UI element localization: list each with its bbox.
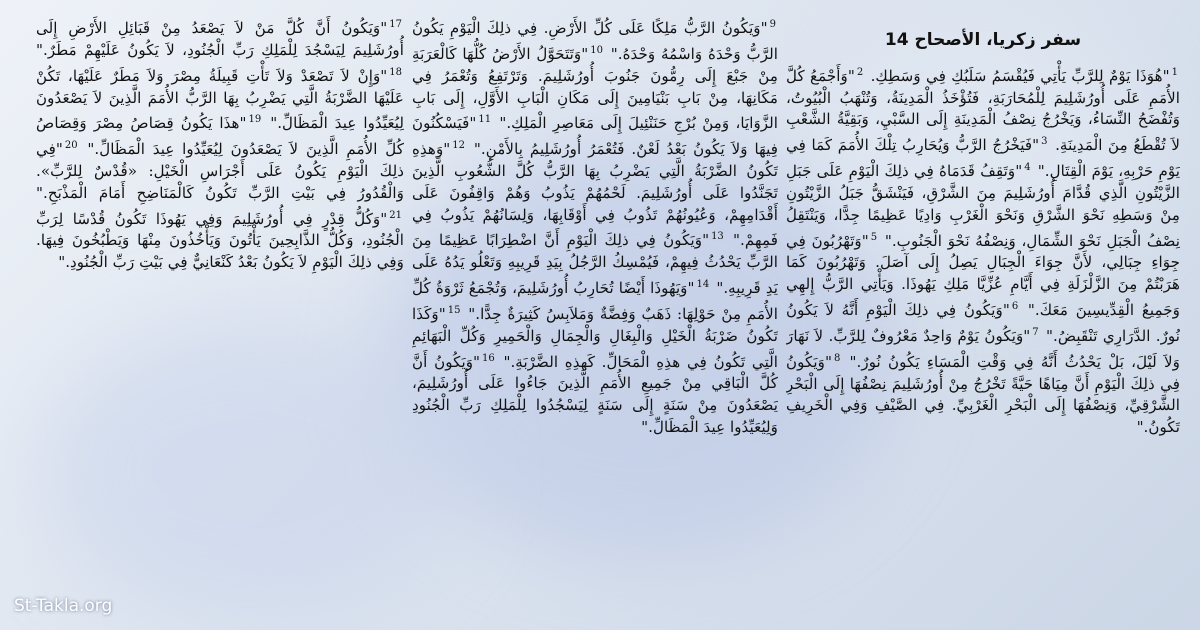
verse-text: "وَكُلُّ قِدْرٍ فِي أُورُشَلِيمَ وَفِي يَهُوذَا تَكُونُ قُدْسًا لِرَبِّ الْجُنُودِ، وَكُلُّ الذَّابِحِينَ يَأْتُونَ وَيَأْخُذُونَ مِنْهَا وَيَطْبُخُونَ فِيهَا. وَفِي ذلِكَ الْيَوْمِ لاَ يَكُونُ بَعْدُ كَنْعَانِيٌّ فِي بَيْتِ رَبِّ الْجُنُودِ." bbox=[36, 209, 404, 272]
text-column-2 bbox=[412, 14, 778, 618]
verse-text: "وَيَهُوذَا أَيْضًا تُحَارِبُ أُورُشَلِيمَ، وَتُجْمَعُ ثَرْوَةُ كُلِّ الأُمَمِ مِنْ حَوْلِهَا: ذَهَبٌ وَفِضَّةٌ وَمَلاَبِسُ كَثِيرَةٌ جِدًّا." bbox=[412, 279, 778, 323]
verse bbox=[871, 67, 1180, 85]
verse-text: "فَيَخْرُجُ الرَّبُّ وَيُحَارِبُ تِلْكَ الأُمَمَ كَمَا فِي يَوْمِ حَرْبِهِ، يَوْمَ الْقِتَالِ." bbox=[786, 136, 1180, 181]
verse-text: "وَهذِهِ تَكُونُ الضَّرْبَةُ الَّتِي يَضْرِبُ بِهَا الرَّبُّ كُلَّ الشُّعُوبِ الَّذِينَ تَجَنَّدُوا عَلَى أُورُشَلِيمَ. لَحْمُهُمْ يَذُوبُ وَهُمْ وَاقِفُونَ عَلَى أَقْدَامِهِمْ، وَعُيُونُهُمْ تَذُوبُ فِي أَوْقَابِهَا، وَلِسَانُهُمْ يَذُوبُ فِي فَمِهِمْ." bbox=[412, 140, 778, 250]
verse-number: 2 bbox=[856, 66, 864, 78]
verse-text: "فَيَسْكُنُونَ فِيهَا وَلاَ يَكُونُ بَعْدُ لَعْنٌ. فَتُعْمَرُ أُورُشَلِيمُ بِالأَمْنِ." bbox=[412, 114, 778, 159]
verse-number: 14 bbox=[696, 279, 710, 291]
verse-number: 21 bbox=[389, 209, 402, 221]
verse-text: "وَتَهْرُبُونَ فِي جِوَاءِ جِبَالِي، لأَنَّ جِوَاءَ الْجِبَالِ يَصِلُ إِلَى آصَلَ. وَتَهْرُبُونَ كَمَا هَرَبْتُمْ مِنَ الزَّلْزَلَةِ فِي أَيَّامِ عُزِّيَّا مَلِكِ يَهُوذَا. وَيَأْتِي الرَّبُّ إِلهِي وَجَمِيعُ الْقِدِّيسِينَ مَعَكَ." bbox=[786, 231, 1180, 320]
verse-number: 9 bbox=[769, 19, 776, 30]
text-column-3 bbox=[36, 14, 404, 618]
verse-text: "هُوَذَا يَوْمٌ لِلرَّبِّ يَأْتِي فَيُقْسَمُ سَلَبُكِ فِي وَسَطِكِ. bbox=[870, 66, 1170, 85]
verse-text: "وَيَكُونُ فِي ذلِكَ الْيَوْمِ أَنَّهُ لاَ يَكُونُ نُورٌ. الدَّرَارِي تَنْقَبِضُ." bbox=[786, 301, 1180, 345]
verse-number: 12 bbox=[452, 140, 465, 152]
verse-text: "وَيَكُونُ يَوْمٌ وَاحِدٌ مَعْرُوفٌ لِلرَّبِّ. لاَ نَهَارَ وَلاَ لَيْلَ، بَلْ يَحْدُثُ أَنَّهُ فِي وَقْتِ الْمَسَاءِ يَكُونُ نُورٌ." bbox=[786, 326, 1180, 371]
verse-number: 20 bbox=[64, 140, 78, 152]
verse-text: "وَتَتَحَوَّلُ الأَرْضُ كُلُّهَا كَالْعَرَبَةِ مِنْ جَبْعَ إِلَى رِمُّونَ جَنُوبَ أُورُشَلِيمَ. وَتَرْتَفِعُ وَتُعْمَرُ فِي مَكَانِهَا، مِنْ بَابِ بَنْيَامِينَ إِلَى مَكَانِ الْبَابِ الأَوَّلِ، إِلَى بَابِ الزَّوَايَا، وَمِنْ بُرْجِ حَنَنْئِيلَ إِلَى مَعَاصِرِ الْمَلِكِ." bbox=[412, 44, 778, 133]
verse-text: "وَيَكُونُ أَنَّ كُلَّ الْبَاقِي مِنْ جَمِيعِ الأُمَمِ الَّذِينَ جَاءُوا عَلَى أُورُشَلِيمَ، يَصْعَدُونَ مِنْ سَنَةٍ إِلَى سَنَةٍ لِيَسْجُدُوا لِلْمَلِكِ رَبِّ الْجُنُودِ وَلِيُعَيِّدُوا عِيدَ الْمَظَالِّ." bbox=[412, 352, 778, 437]
verse-number: 8 bbox=[833, 352, 841, 364]
verse-text: "فِي ذلِكَ الْيَوْمِ يَكُونُ عَلَى أَجْرَاسِ الْخَيْلِ: «قُدْسٌ لِلرَّبِّ». وَالْقُدُورُ فِي بَيْتِ الرَّبِّ تَكُونُ كَالْمَنَاضِحِ أَمَامَ الْمَذْبَحِ." bbox=[36, 140, 404, 202]
verse-text: "وَيَكُونُ فِي ذلِكَ الْيَوْمِ أَنَّ اضْطِرَابًا عَظِيمًا مِنَ الرَّبِّ يَحْدُثُ فِيهِمْ، فَيُمْسِكُ الرَّجُلُ بِيَدِ قَرِيبِهِ وَتَعْلُو يَدُهُ عَلَى يَدِ قَرِيبِهِ." bbox=[412, 231, 778, 298]
site-watermark: St-Takla.org bbox=[14, 596, 113, 616]
verse-number: 15 bbox=[447, 304, 461, 316]
verse-number: 11 bbox=[478, 114, 492, 126]
verse-text: "وَيَكُونُ الرَّبُّ مَلِكًا عَلَى كُلِّ الأَرْضِ. فِي ذلِكَ الْيَوْمِ يَكُونُ الرَّبُّ وَحْدَهُ وَاسْمُهُ وَحْدَهُ." bbox=[412, 19, 778, 63]
verse-text: "وَيَكُونُ فِي ذلِكَ الْيَوْمِ أَنَّ مِيَاهًا حَيَّةً تَخْرُجُ مِنْ أُورُشَلِيمَ نِصْفُهَا إِلَى الْبَحْرِ الشَّرْقِيِّ، وَنِصْفُهَا إِلَى الْبَحْرِ الْغَرْبِيِّ. فِي الصَّيْفِ وَفِي الْخَرِيفِ تَكُونُ." bbox=[786, 352, 1180, 437]
verse-text: "وَأَجْمَعُ كُلَّ الأُمَمِ عَلَى أُورُشَلِيمَ لِلْمُحَارَبَةِ، فَتُؤْخَذُ الْمَدِينَةُ، وَتُنْهَبُ الْبُيُوتُ، وَتُفْضَحُ النِّسَاءُ، وَيَخْرُجُ نِصْفُ الْمَدِينَةِ إِلَى السَّبْيِ، وَبَقِيَّةُ الشَّعْبِ لاَ تُقْطَعُ مِنَ الْمَدِينَةِ. bbox=[786, 66, 1180, 155]
verse bbox=[36, 19, 404, 59]
text-column-1 bbox=[786, 14, 1180, 618]
verse-number: 19 bbox=[248, 114, 262, 126]
verse-number: 5 bbox=[870, 231, 878, 243]
verse-number: 4 bbox=[1024, 162, 1031, 174]
verse-text: "وَتَقِفُ قَدَمَاهُ فِي ذلِكَ الْيَوْمِ عَلَى جَبَلِ الزَّيْتُونِ الَّذِي قُدَّامَ أُورُشَلِيمَ مِنَ الشَّرْقِ، فَيَنْشَقُّ جَبَلُ الزَّيْتُونِ مِنْ وَسَطِهِ نَحْوَ الشَّرْقِ وَنَحْوَ الْغَرْبِ وَادِيًا عَظِيمًا جِدًّا، وَيَنْتَقِلُ نِصْفُ الْجَبَلِ نَحْوَ الشِّمَالِ، وَنِصْفُهُ نَحْوَ الْجَنُوبِ." bbox=[786, 162, 1180, 250]
verse-number: 16 bbox=[482, 352, 495, 364]
verse-number: 3 bbox=[1041, 136, 1048, 148]
verse-number: 18 bbox=[389, 66, 402, 78]
verse-number: 17 bbox=[389, 19, 402, 30]
verse-number: 6 bbox=[1011, 301, 1019, 313]
chapter-title: سفر زكريا، الأصحاح 14 bbox=[884, 30, 1082, 50]
verse-number: 10 bbox=[590, 44, 603, 56]
verse bbox=[36, 210, 404, 272]
verse-text: "وَإِنْ لاَ تَصْعَدْ وَلاَ تَأْتِ قَبِيلَةُ مِصْرَ وَلاَ مَطَرٌ عَلَيْهَا، تَكُنْ عَلَيْهَا الضَّرْبَةُ الَّتِي يَضْرِبُ بِهَا الرَّبُّ الأُمَمَ الَّذِينَ لاَ يَصْعَدُونَ لِيُعَيِّدُوا عِيدَ الْمَظَالِّ." bbox=[36, 66, 404, 133]
verse-number: 1 bbox=[1171, 66, 1178, 78]
verse-number: 7 bbox=[1032, 326, 1039, 338]
verse-text: "هذَا يَكُونُ قِصَاصُ مِصْرَ وَقِصَاصُ كُلِّ الأُمَمِ الَّذِينَ لاَ يَصْعَدُونَ لِيُعَيِّدُوا عِيدَ الْمَظَالِّ." bbox=[36, 114, 404, 159]
verse-text: "وَيَكُونُ أَنَّ كُلَّ مَنْ لاَ يَصْعَدُ مِنْ قَبَائِلِ الأَرْضِ إِلَى أُورُشَلِيمَ لِيَسْجُدَ لِلْمَلِكِ رَبِّ الْجُنُودِ، لاَ يَكُونُ عَلَيْهِمْ مَطَرٌ." bbox=[36, 19, 404, 59]
verse-number: 13 bbox=[711, 231, 724, 243]
verse-text: "وَكَذَا تَكُونُ ضَرْبَةُ الْخَيْلِ وَالْبِغَالِ وَالْجِمَالِ وَالْحَمِيرِ وَكُلِّ الْبَهَائِمِ الَّتِي تَكُونُ فِي هذِهِ الْمَحَالِّ. كَهذِهِ الضَّرْبَةِ." bbox=[412, 305, 778, 371]
